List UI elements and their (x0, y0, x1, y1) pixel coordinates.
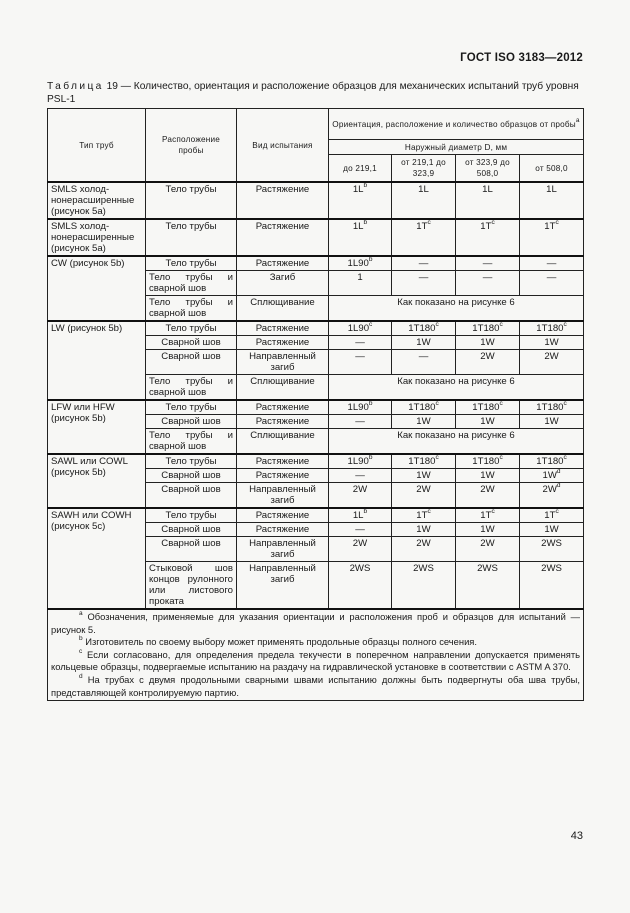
sample-value: 2WS (349, 563, 371, 574)
footnote-ref: c (563, 320, 567, 328)
pipe-type-cell: CW (рисунок 5b) (48, 256, 146, 321)
test-type-cell: Сплющивание (237, 296, 329, 322)
sample-value: 2WS (413, 563, 434, 574)
col-header-test-type: Вид испытания (237, 109, 329, 183)
sample-value: 1 (357, 272, 363, 283)
sample-value-cell (520, 454, 584, 469)
test-type-cell: Растяжение (237, 336, 329, 350)
footnote-ref: b (363, 181, 368, 189)
sample-value: 2WS (477, 563, 498, 574)
sample-value-cell (520, 219, 584, 256)
sample-value-cell (392, 256, 456, 271)
test-type-cell: Направленный загиб (237, 483, 329, 509)
sample-location-cell: Сварной шов (146, 350, 237, 375)
sample-value: 1L (352, 221, 364, 232)
sample-value: 1L (352, 184, 364, 195)
sample-value-cell (329, 256, 392, 271)
sample-value-cell (329, 562, 392, 610)
sample-value: — (482, 272, 493, 283)
sample-value: — (546, 258, 557, 269)
footnote-ref: c (491, 507, 495, 515)
page-number: 43 (570, 830, 583, 842)
sample-value: 1L (418, 184, 429, 195)
sample-value-cell (329, 336, 392, 350)
footnote-ref: c (499, 320, 503, 328)
sample-value: 1W (480, 337, 495, 348)
sample-value: 2W (544, 351, 559, 362)
sample-value: 1L90 (347, 402, 369, 413)
sample-location-cell: Тело трубы (146, 182, 237, 219)
sample-value-cell (520, 508, 584, 523)
pipe-type-cell: SMLS холоднонерасширенные (рисунок 5а) (48, 182, 146, 219)
footnote-ref: d (556, 467, 561, 475)
footnote-text: Если согласовано, для определения предела текучести в поперечном направлении допускается применять кольцевые образцы, подвергаемые испытанию на раздачу на гидравлической установке в соответствии с ASTM A 370. (51, 648, 580, 673)
sample-value-cell (520, 271, 584, 296)
sample-value-cell (456, 469, 520, 483)
footnote-ref: c (499, 453, 503, 461)
sample-value-cell (392, 336, 456, 350)
sample-value: 2WS (541, 538, 562, 549)
sample-value: 1W (480, 416, 495, 427)
sample-value-cell (329, 523, 392, 537)
footnote-mark: b (79, 635, 83, 643)
sample-value-cell (456, 400, 520, 415)
table-row (48, 256, 584, 271)
sample-value-cell (520, 483, 584, 509)
sample-value: — (355, 470, 365, 481)
sample-value-cell (520, 415, 584, 429)
test-type-cell: Растяжение (237, 400, 329, 415)
sample-value-cell (329, 321, 392, 336)
sample-value-cell (520, 469, 584, 483)
sample-location-cell: Тело трубы (146, 508, 237, 523)
sample-value: — (355, 351, 365, 362)
sample-value-cell (520, 336, 584, 350)
sample-value-cell (329, 219, 392, 256)
sample-value-cell (456, 562, 520, 610)
sample-value-cell (329, 483, 392, 509)
sample-location-cell: Сварной шов (146, 469, 237, 483)
sample-value: 2W (352, 538, 368, 549)
sample-value-cell (456, 182, 520, 219)
sample-value-cell (329, 508, 392, 523)
table-body (48, 182, 584, 609)
test-type-cell: Растяжение (237, 508, 329, 523)
test-type-cell: Растяжение (237, 523, 329, 537)
sample-value: 1T (480, 221, 492, 232)
sample-value: 1L (352, 510, 364, 521)
footnote (51, 674, 580, 699)
sample-value: 2WS (541, 563, 562, 574)
sample-value-cell (456, 537, 520, 562)
sample-value-cell (520, 400, 584, 415)
sample-value: 2W (480, 538, 495, 549)
table-row (48, 400, 584, 415)
footnote (51, 649, 580, 674)
sample-value-cell (329, 271, 392, 296)
standard-designation: ГОСТ ISO 3183—2012 (460, 52, 583, 64)
sample-value: 1L90 (347, 323, 370, 334)
sample-value: — (418, 258, 429, 269)
sample-value: 1L (546, 184, 557, 195)
footnote-ref: c (427, 218, 431, 226)
sample-value-cell (392, 400, 456, 415)
test-type-cell: Растяжение (237, 182, 329, 219)
sample-value: 1T (416, 221, 428, 232)
sample-value-cell (456, 483, 520, 509)
sample-value-cell (329, 350, 392, 375)
sample-value-cell (520, 182, 584, 219)
sample-value-cell (392, 562, 456, 610)
table-caption (47, 80, 587, 106)
test-type-cell: Сплющивание (237, 429, 329, 455)
footnote-text: Обозначения, применяемые для указания ориентации и расположения проб и образцов для испытаний — рисунок 5. (51, 611, 581, 635)
sample-value: 1T (544, 221, 556, 232)
sample-value: 1T180 (408, 323, 436, 334)
sample-location-cell: Сварной шов (146, 336, 237, 350)
sample-value-cell (456, 271, 520, 296)
table-row (48, 219, 584, 256)
sample-value-cell (329, 454, 392, 469)
sample-value: — (418, 272, 429, 283)
sample-value: 1W (416, 470, 431, 481)
test-type-cell: Растяжение (237, 469, 329, 483)
test-type-cell: Растяжение (237, 321, 329, 336)
sample-value-cell (456, 256, 520, 271)
sample-value-cell (392, 508, 456, 523)
sample-value: 2W (542, 484, 557, 495)
sample-location-cell: Тело трубы и сварной шов (146, 375, 237, 401)
sample-value-cell (520, 256, 584, 271)
col-header-diam-2: от 219,1 до 323,9 (392, 155, 456, 183)
sample-value: 1T (416, 510, 428, 521)
table-row (48, 182, 584, 219)
footnote-mark: a (79, 609, 83, 617)
footnote (51, 611, 580, 636)
sample-value-cell (456, 523, 520, 537)
sample-value: 1T180 (408, 402, 436, 413)
footnote-text: Изготовитель по своему выбору может применять продольные образцы полного сечения. (85, 636, 477, 648)
merged-value-cell: Как показано на рисунке 6 (329, 296, 584, 322)
footnote-mark: c (79, 647, 83, 655)
sample-location-cell: Тело трубы (146, 454, 237, 469)
sample-value: 1W (416, 416, 431, 427)
sample-value-cell (392, 469, 456, 483)
sample-location-cell: Тело трубы (146, 256, 237, 271)
sample-value-cell (456, 321, 520, 336)
sample-value: 1W (544, 524, 559, 535)
sample-value-cell (520, 350, 584, 375)
sample-value: 1T180 (536, 402, 564, 413)
sample-value: — (546, 272, 557, 283)
sample-value: 1T180 (472, 456, 500, 467)
col-header-diam-3: от 323,9 до 508,0 (456, 155, 520, 183)
col-header-sample-location: Расположение пробы (146, 109, 237, 183)
footnote-ref: c (563, 399, 567, 407)
sample-value: 1L90 (347, 258, 369, 269)
pipe-type-cell: LW (рисунок 5b) (48, 321, 146, 400)
merged-value-cell: Как показано на рисунке 6 (329, 375, 584, 401)
test-type-cell: Направленный загиб (237, 537, 329, 562)
footnote-ref: c (435, 399, 439, 407)
sample-value: — (482, 258, 493, 269)
sample-value-cell (392, 271, 456, 296)
footnote-ref: c (555, 507, 559, 515)
sample-location-cell: Сварной шов (146, 483, 237, 509)
sample-value-cell (456, 336, 520, 350)
merged-value-cell: Как показано на рисунке 6 (329, 429, 584, 455)
sample-value-cell (392, 350, 456, 375)
col-header-diameter-group: Наружный диаметр D, мм (329, 140, 584, 155)
sample-value-cell (456, 219, 520, 256)
sample-location-cell: Тело трубы и сварной шов (146, 429, 237, 455)
test-type-cell: Сплющивание (237, 375, 329, 401)
footnote-mark: d (79, 672, 83, 680)
sample-value: 2W (416, 484, 431, 495)
sample-value: 2W (416, 538, 431, 549)
sample-location-cell: Сварной шов (146, 537, 237, 562)
sample-value-cell (456, 508, 520, 523)
sample-value-cell (520, 537, 584, 562)
sample-location-cell: Тело трубы (146, 321, 237, 336)
sample-value-cell (520, 321, 584, 336)
sample-value-cell (392, 415, 456, 429)
footnote-ref: b (368, 399, 373, 407)
col-header-pipe-type: Тип труб (48, 109, 146, 183)
sample-location-cell: Тело трубы и сварной шов (146, 296, 237, 322)
sample-value-cell (456, 415, 520, 429)
table-row (48, 321, 584, 336)
sample-value-cell (520, 523, 584, 537)
test-type-cell: Растяжение (237, 454, 329, 469)
col-header-diam-4: от 508,0 (520, 155, 584, 183)
sample-value: — (418, 351, 429, 362)
test-type-cell: Растяжение (237, 415, 329, 429)
table-caption-text: 19 — Количество, ориентация и расположение образцов для механических испытаний труб уровня PSL-1 (47, 81, 579, 105)
sample-value: 1T (480, 510, 492, 521)
sample-value-cell (456, 350, 520, 375)
sample-value: 1T (544, 510, 556, 521)
footnote-ref: c (427, 507, 431, 515)
sample-value: 1T180 (472, 402, 500, 413)
footnote-ref: c (499, 399, 503, 407)
sample-value: 1W (416, 524, 431, 535)
sample-value: 1W (416, 337, 431, 348)
sample-location-cell: Сварной шов (146, 523, 237, 537)
sample-value: 2W (480, 484, 495, 495)
table-notes (48, 609, 584, 701)
sample-location-cell: Сварной шов (146, 415, 237, 429)
sample-value-cell (392, 523, 456, 537)
sample-value: 1T180 (536, 323, 564, 334)
pipe-type-cell: SAWL или COWL (рисунок 5b) (48, 454, 146, 508)
sample-value-cell (329, 182, 392, 219)
sample-value-cell (392, 537, 456, 562)
table-row (48, 454, 584, 469)
sample-value-cell (329, 537, 392, 562)
footnote-ref: b (363, 218, 368, 226)
test-type-cell: Направленный загиб (237, 562, 329, 610)
sample-value: — (355, 416, 365, 427)
sample-value-cell (520, 562, 584, 610)
footnote-ref: c (563, 453, 567, 461)
pipe-type-cell: SAWH или COWH (рисунок 5c) (48, 508, 146, 609)
test-type-cell: Загиб (237, 271, 329, 296)
sample-value: 1T180 (472, 323, 500, 334)
sample-location-cell: Стыковой шов концов рулонного или листового проката (146, 562, 237, 610)
test-type-cell: Растяжение (237, 219, 329, 256)
sample-value: 1T180 (536, 456, 564, 467)
col-header-orientation-text: Ориентация, расположение и количество образцов от пробы (332, 119, 576, 129)
sample-value: — (355, 337, 365, 348)
footnote-ref: c (555, 218, 559, 226)
sample-value: 1W (544, 337, 559, 348)
footnote (51, 636, 580, 649)
sample-value: 1W (542, 470, 557, 481)
sample-value-cell (392, 182, 456, 219)
sample-value-cell (329, 469, 392, 483)
sample-value-cell (392, 219, 456, 256)
sample-value: 2W (352, 484, 368, 495)
table-caption-lead: Таблица (47, 81, 104, 92)
col-header-orientation-group (329, 109, 584, 140)
sample-value-cell (329, 415, 392, 429)
sample-value: 1W (480, 524, 495, 535)
footnote-ref: d (556, 481, 561, 489)
sample-location-cell: Тело трубы (146, 400, 237, 415)
pipe-type-cell: LFW или HFW (рисунок 5b) (48, 400, 146, 454)
sample-value: 1L (482, 184, 493, 195)
sample-value-cell (392, 454, 456, 469)
test-type-cell: Растяжение (237, 256, 329, 271)
sample-value: — (355, 524, 365, 535)
footnote-ref: c (435, 320, 439, 328)
footnote-ref: b (368, 255, 373, 263)
sample-value-cell (392, 483, 456, 509)
footnote-ref: c (491, 218, 495, 226)
sample-value: 1W (480, 470, 495, 481)
sample-value-cell (392, 321, 456, 336)
sample-value: 1W (544, 416, 559, 427)
sample-value: 2W (480, 351, 495, 362)
footnote-text: На трубах с двумя продольными сварными швами испытанию должны быть подвергнуты оба шва трубы, представляющей контролируемую партию. (51, 673, 581, 698)
footnote-ref: c (435, 453, 439, 461)
sample-value: 1L90 (347, 456, 369, 467)
sample-value-cell (456, 454, 520, 469)
sample-location-cell: Тело трубы и сварной шов (146, 271, 237, 296)
col-header-orientation-note: a (575, 116, 580, 124)
test-type-cell: Направленный загиб (237, 350, 329, 375)
pipe-type-cell: SMLS холоднонерасширенные (рисунок 5а) (48, 219, 146, 256)
sample-location-cell: Тело трубы (146, 219, 237, 256)
sample-value: 1T180 (408, 456, 436, 467)
footnote-ref: c (369, 320, 373, 328)
col-header-diam-1: до 219,1 (329, 155, 392, 183)
table-row (48, 508, 584, 523)
footnote-ref: b (363, 507, 368, 515)
mechanical-tests-table (47, 108, 584, 701)
footnote-ref: b (368, 453, 373, 461)
sample-value-cell (329, 400, 392, 415)
